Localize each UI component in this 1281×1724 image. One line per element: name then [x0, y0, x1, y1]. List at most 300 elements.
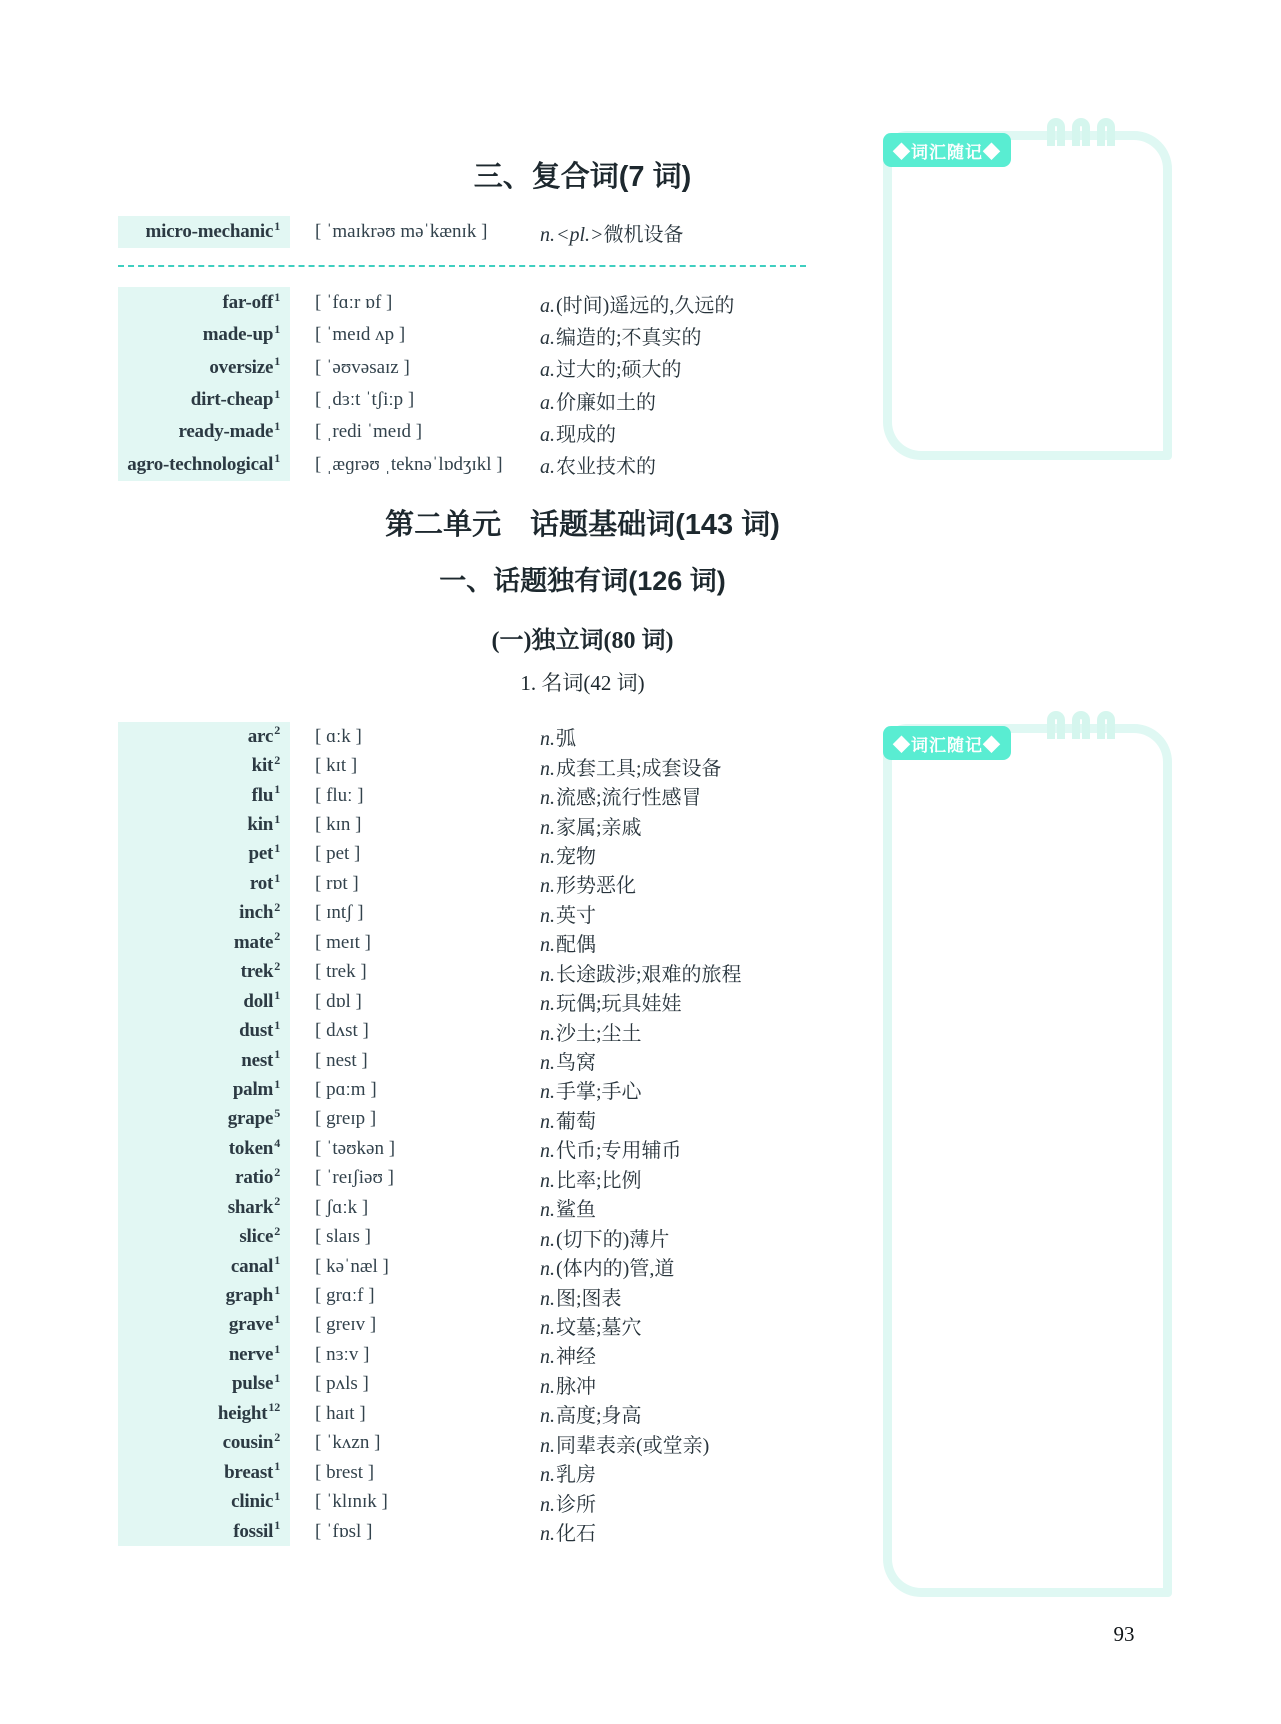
vocab-meaning: 弧 — [556, 728, 576, 751]
vocab-notes-badge: ◆词汇随记◆ — [883, 726, 1011, 760]
vocab-row — [118, 928, 818, 957]
vocab-meaning-cell — [540, 840, 596, 869]
vocab-row — [118, 751, 818, 780]
word-frequency-superscript: 2 — [274, 1223, 280, 1238]
vocab-meaning-cell — [540, 1075, 642, 1104]
vocab-phonetic: [ pʌls ] — [315, 1373, 369, 1395]
part-of-speech: n. — [540, 1169, 555, 1192]
vocab-row — [118, 384, 818, 416]
part-of-speech: n. — [540, 1022, 555, 1045]
part-of-speech: n. — [540, 875, 555, 898]
vocab-word-cell — [118, 1517, 290, 1546]
vocab-word: mate — [233, 931, 274, 953]
vocab-row — [118, 416, 818, 448]
vocab-word-cell — [118, 352, 290, 384]
vocab-row — [118, 1252, 818, 1281]
vocab-meaning-cell — [540, 869, 636, 898]
dashed-divider — [118, 265, 806, 267]
part-of-speech: a. — [540, 456, 555, 479]
vocab-meaning-cell — [540, 418, 616, 447]
vocab-meaning: 诊所 — [556, 1493, 596, 1516]
vocab-meaning: (体内的)管,道 — [556, 1258, 675, 1281]
vocab-word-cell — [118, 869, 290, 898]
vocab-meaning: 坟墓;墓穴 — [556, 1316, 642, 1339]
part-of-speech: n. — [540, 1464, 555, 1487]
vocab-meaning: 价廉如土的 — [556, 391, 656, 414]
part-of-speech: n. — [540, 816, 555, 839]
vocab-row — [118, 1193, 818, 1222]
vocab-word-cell — [118, 1046, 290, 1075]
vocab-meaning-cell — [540, 1223, 669, 1252]
vocab-word: micro-mechanic — [145, 221, 274, 242]
vocab-meaning: 形势恶化 — [556, 875, 636, 898]
vocab-word: ratio — [235, 1167, 274, 1189]
part-of-speech: n. — [540, 1405, 555, 1428]
vocab-word-cell — [118, 1311, 290, 1340]
part-of-speech: a. — [540, 359, 555, 382]
vocab-row — [118, 448, 818, 480]
vocab-meaning: 代币;专用辅币 — [556, 1140, 682, 1163]
vocab-word: rot — [249, 872, 274, 894]
vocab-phonetic: [ dɒl ] — [315, 990, 362, 1012]
vocab-word-cell — [118, 987, 290, 1016]
word-frequency-superscript: 1 — [274, 1047, 280, 1062]
part-of-speech: n. — [540, 934, 555, 957]
vocab-word-cell — [118, 1370, 290, 1399]
vocab-word: grape — [227, 1108, 274, 1130]
vocab-word: clinic — [231, 1491, 274, 1513]
vocab-meaning: 过大的;硕大的 — [556, 359, 682, 382]
vocab-row — [118, 1105, 818, 1134]
vocab-row — [118, 1164, 818, 1193]
vocab-meaning: 化石 — [556, 1523, 596, 1546]
vocab-meaning: 玩偶;玩具娃娃 — [556, 993, 682, 1016]
word-frequency-superscript: 1 — [274, 1488, 280, 1503]
vocab-phonetic: [ rɒt ] — [315, 872, 359, 894]
word-frequency-superscript: 1 — [274, 782, 280, 797]
vocab-meaning-cell — [540, 811, 642, 840]
part-of-speech: n. — [540, 1258, 555, 1281]
vocab-row — [118, 1370, 818, 1399]
part-of-speech: n. — [540, 1199, 555, 1222]
vocab-row — [118, 1311, 818, 1340]
vocab-word-cell — [118, 1429, 290, 1458]
vocab-word: breast — [224, 1461, 274, 1483]
vocab-meaning-cell — [540, 1458, 596, 1487]
list-title: 1. 名词(42 词) — [520, 671, 645, 695]
vocab-row — [118, 840, 818, 869]
compound-lead-table — [118, 216, 818, 248]
vocab-meaning: 手掌;手心 — [556, 1081, 642, 1104]
part-of-speech: n. — [540, 223, 555, 246]
vocab-meaning-cell — [540, 1134, 682, 1163]
part-of-speech: n. — [540, 845, 555, 868]
vocab-meaning-cell — [540, 353, 682, 382]
vocab-word: kit — [251, 755, 274, 777]
word-frequency-superscript: 1 — [274, 218, 280, 233]
word-frequency-superscript: 1 — [274, 1282, 280, 1297]
vocab-word: trek — [240, 961, 274, 983]
vocab-meaning-cell — [540, 1282, 622, 1311]
word-frequency-superscript: 1 — [274, 1076, 280, 1091]
part-of-speech: n. — [540, 1228, 555, 1251]
word-frequency-superscript: 1 — [274, 354, 280, 369]
vocab-row — [118, 1487, 818, 1516]
vocab-word-cell — [118, 1281, 290, 1310]
vocab-word: fossil — [233, 1520, 274, 1542]
plural-marker: <pl.> — [556, 223, 604, 246]
vocab-word-cell — [118, 1105, 290, 1134]
part-of-speech: n. — [540, 1140, 555, 1163]
word-frequency-superscript: 1 — [274, 419, 280, 433]
vocab-meaning: 宠物 — [556, 845, 596, 868]
vocab-row — [118, 1429, 818, 1458]
vocab-word-cell — [118, 448, 290, 480]
vocab-row — [118, 287, 818, 319]
vocab-word: inch — [239, 902, 274, 924]
vocab-row — [118, 958, 818, 987]
word-frequency-superscript: 1 — [274, 1312, 280, 1327]
vocab-meaning: 流感;流行性感冒 — [556, 787, 702, 810]
vocab-word-cell — [118, 810, 290, 839]
part-of-speech: n. — [540, 1110, 555, 1133]
vocab-word-cell — [118, 958, 290, 987]
vocab-meaning: 葡萄 — [556, 1110, 596, 1133]
vocab-row — [118, 1134, 818, 1163]
vocab-meaning: 鲨鱼 — [556, 1199, 596, 1222]
vocab-row — [118, 899, 818, 928]
spiral-ring-icon — [1072, 711, 1090, 739]
word-frequency-superscript: 2 — [274, 752, 280, 767]
vocab-word-cell — [118, 1399, 290, 1428]
word-frequency-superscript: 2 — [274, 900, 280, 915]
vocab-word-cell — [118, 1487, 290, 1516]
vocab-meaning: 长途跋涉;艰难的旅程 — [556, 963, 742, 986]
word-frequency-superscript: 2 — [274, 929, 280, 944]
vocab-notes-box — [883, 131, 1172, 460]
vocab-meaning-cell — [540, 1252, 674, 1281]
vocab-phonetic: [ ˈreɪʃiəʊ ] — [315, 1167, 394, 1189]
vocab-word: arc — [247, 725, 274, 747]
vocab-row — [118, 216, 818, 248]
vocab-meaning-cell — [540, 987, 682, 1016]
vocab-word-cell — [118, 416, 290, 448]
vocab-word: graph — [225, 1285, 274, 1307]
word-frequency-superscript: 1 — [274, 322, 280, 337]
vocab-notes-badge: ◆词汇随记◆ — [883, 133, 1011, 167]
vocab-word: far-off — [222, 292, 274, 314]
word-frequency-superscript: 2 — [274, 1194, 280, 1209]
vocab-phonetic: [ meɪt ] — [315, 931, 371, 953]
part-of-speech: a. — [540, 423, 555, 446]
vocab-phonetic: [ pɑːm ] — [315, 1078, 377, 1100]
vocab-row — [118, 1399, 818, 1428]
vocab-row — [118, 781, 818, 810]
vocab-word: token — [228, 1137, 274, 1159]
vocab-word: pet — [248, 843, 274, 865]
vocab-meaning-cell — [540, 781, 702, 810]
vocab-word: nerve — [228, 1343, 274, 1365]
spiral-ring-icon — [1097, 118, 1115, 146]
group-title: (一)独立词(80 词) — [491, 628, 674, 654]
word-frequency-superscript: 1 — [274, 1017, 280, 1032]
vocab-word: ready-made — [178, 421, 274, 443]
word-frequency-superscript: 12 — [268, 1400, 280, 1415]
compound-rows-table — [118, 287, 818, 481]
vocab-phonetic: [ greɪp ] — [315, 1108, 377, 1130]
vocab-meaning: 农业技术的 — [556, 456, 656, 479]
vocab-meaning: 鸟窝 — [556, 1052, 596, 1075]
vocab-phonetic: [ ˌredi ˈmeɪd ] — [315, 421, 423, 443]
vocab-row — [118, 987, 818, 1016]
spiral-ring-icon — [1047, 118, 1065, 146]
noun-rows-table — [118, 722, 818, 1546]
unit-title: 第二单元 话题基础词(143 词) — [385, 509, 780, 541]
vocab-phonetic: [ brest ] — [315, 1461, 375, 1483]
vocab-word: nest — [241, 1049, 274, 1071]
vocab-meaning: 微机设备 — [603, 223, 684, 246]
vocab-phonetic: [ ˈfɒsl ] — [315, 1520, 373, 1542]
word-frequency-superscript: 1 — [274, 1518, 280, 1533]
vocab-meaning: 神经 — [556, 1346, 596, 1369]
vocab-word-cell — [118, 722, 290, 751]
vocab-word: made-up — [202, 324, 274, 346]
part-of-speech: n. — [540, 1375, 555, 1398]
spiral-ring-icon — [1047, 711, 1065, 739]
spiral-ring-icon — [1097, 711, 1115, 739]
vocab-phonetic: [ nɜːv ] — [315, 1343, 370, 1365]
part-of-speech: n. — [540, 904, 555, 927]
vocab-row — [118, 1222, 818, 1251]
vocab-word: dirt-cheap — [190, 389, 274, 411]
vocab-row — [118, 1016, 818, 1045]
vocab-meaning: 图;图表 — [556, 1287, 622, 1310]
vocab-phonetic: [ kɪn ] — [315, 814, 362, 836]
vocab-meaning-cell — [540, 1399, 642, 1428]
vocab-word: pulse — [231, 1373, 274, 1395]
vocab-meaning: 配偶 — [556, 934, 596, 957]
vocab-word-cell — [118, 1222, 290, 1251]
vocab-word-cell — [118, 1252, 290, 1281]
vocab-phonetic: [ ˈmeɪd ʌp ] — [315, 324, 406, 346]
vocab-meaning: 乳房 — [556, 1464, 596, 1487]
vocab-word-cell — [118, 751, 290, 780]
vocab-word-cell — [118, 899, 290, 928]
vocab-phonetic: [ ˌæɡrəʊ ˌteknəˈlɒdʒɪkl ] — [315, 453, 503, 475]
vocab-meaning-cell — [540, 1517, 596, 1546]
vocab-phonetic: [ ˈtəʊkən ] — [315, 1137, 396, 1159]
vocab-phonetic: [ ˈkʌzn ] — [315, 1432, 381, 1454]
word-frequency-superscript: 1 — [274, 451, 280, 466]
vocab-word-cell — [118, 1164, 290, 1193]
part-of-speech: n. — [540, 787, 555, 810]
topic-title: 一、话题独有词(126 词) — [439, 566, 726, 596]
vocab-meaning: 同辈表亲(或堂亲) — [556, 1434, 710, 1457]
vocab-meaning-cell — [540, 752, 722, 781]
word-frequency-superscript: 2 — [274, 723, 280, 738]
vocab-meaning: 比率;比例 — [556, 1169, 642, 1192]
vocab-meaning-cell — [540, 386, 656, 415]
vocab-phonetic: [ ɑːk ] — [315, 725, 362, 747]
vocab-phonetic: [ slaɪs ] — [315, 1226, 371, 1248]
vocab-word: height — [217, 1402, 268, 1424]
vocab-word-cell — [118, 1340, 290, 1369]
vocab-row — [118, 810, 818, 839]
vocab-row — [118, 1281, 818, 1310]
vocab-row — [118, 319, 818, 351]
vocab-meaning-cell — [540, 1193, 596, 1222]
vocab-word: shark — [227, 1196, 274, 1218]
vocab-meaning-cell — [540, 450, 656, 479]
vocab-word: flu — [251, 784, 274, 806]
vocab-meaning: 现成的 — [556, 423, 616, 446]
word-frequency-superscript: 1 — [274, 811, 280, 826]
word-frequency-superscript: 4 — [274, 1135, 280, 1150]
vocab-phonetic: [ nest ] — [315, 1049, 368, 1071]
vocab-meaning-cell — [540, 1017, 642, 1046]
vocab-meaning: (时间)遥远的,久远的 — [556, 294, 735, 317]
part-of-speech: n. — [540, 1434, 555, 1457]
part-of-speech: n. — [540, 993, 555, 1016]
vocab-phonetic: [ pet ] — [315, 843, 361, 865]
word-frequency-superscript: 1 — [274, 386, 280, 401]
vocab-word: canal — [230, 1255, 274, 1277]
vocab-meaning-cell — [540, 928, 596, 957]
part-of-speech: n. — [540, 728, 555, 751]
vocab-meaning-cell — [540, 1488, 596, 1517]
vocab-word: agro-technological — [127, 453, 274, 475]
vocab-phonetic: [ kɪt ] — [315, 755, 358, 777]
vocab-phonetic: [ kəˈnæl ] — [315, 1255, 389, 1277]
word-frequency-superscript: 1 — [274, 1459, 280, 1474]
vocab-word-cell — [118, 781, 290, 810]
vocab-meaning: 脉冲 — [556, 1375, 596, 1398]
vocab-row — [118, 1517, 818, 1546]
vocab-word-cell — [118, 216, 290, 248]
word-frequency-superscript: 1 — [274, 1253, 280, 1268]
vocab-meaning: 家属;亲戚 — [556, 816, 642, 839]
vocab-phonetic: [ ˌdɜːt ˈtʃiːp ] — [315, 389, 415, 411]
vocab-phonetic: [ ˈklɪnɪk ] — [315, 1491, 388, 1513]
vocab-word: dust — [239, 1020, 274, 1042]
vocab-meaning: 成套工具;成套设备 — [556, 757, 722, 780]
vocab-meaning: 英寸 — [556, 904, 596, 927]
part-of-speech: n. — [540, 963, 555, 986]
vocab-meaning-cell — [540, 1340, 596, 1369]
word-frequency-superscript: 1 — [274, 870, 280, 885]
vocab-meaning-cell — [540, 218, 684, 247]
vocab-phonetic: [ ɪntʃ ] — [315, 902, 364, 924]
part-of-speech: n. — [540, 1316, 555, 1339]
word-frequency-superscript: 2 — [274, 958, 280, 973]
vocab-phonetic: [ ˈmaɪkrəʊ məˈkænɪk ] — [315, 221, 488, 242]
vocab-word-cell — [118, 1193, 290, 1222]
vocab-meaning: 编造的;不真实的 — [556, 326, 702, 349]
vocab-meaning-cell — [540, 321, 702, 350]
vocab-phonetic: [ ˈəʊvəsaɪz ] — [315, 356, 410, 378]
vocab-meaning-cell — [540, 1370, 596, 1399]
vocab-row — [118, 722, 818, 751]
vocab-row — [118, 1075, 818, 1104]
vocab-word-cell — [118, 840, 290, 869]
vocab-meaning: 沙土;尘土 — [556, 1022, 642, 1045]
spiral-ring-icon — [1072, 118, 1090, 146]
part-of-speech: a. — [540, 294, 555, 317]
vocab-word-cell — [118, 319, 290, 351]
vocab-meaning-cell — [540, 899, 596, 928]
vocab-meaning: (切下的)薄片 — [556, 1228, 670, 1251]
word-frequency-superscript: 1 — [274, 841, 280, 856]
vocab-row — [118, 1458, 818, 1487]
vocab-notes-box — [883, 724, 1172, 1597]
vocab-word-cell — [118, 1458, 290, 1487]
vocab-phonetic: [ trek ] — [315, 961, 367, 983]
word-frequency-superscript: 1 — [274, 1341, 280, 1356]
word-frequency-superscript: 2 — [274, 1429, 280, 1444]
vocab-word-cell — [118, 1075, 290, 1104]
vocab-phonetic: [ greɪv ] — [315, 1314, 377, 1336]
compound-section-title: 三、复合词(7 词) — [473, 161, 692, 193]
vocab-meaning-cell — [540, 1105, 596, 1134]
vocab-word: palm — [232, 1078, 274, 1100]
vocab-word-cell — [118, 1134, 290, 1163]
vocab-word: grave — [228, 1314, 274, 1336]
vocab-row — [118, 1046, 818, 1075]
vocab-word-cell — [118, 287, 290, 319]
vocab-phonetic: [ fluː ] — [315, 784, 364, 806]
vocab-word: doll — [243, 990, 274, 1012]
vocab-word-cell — [118, 928, 290, 957]
vocab-meaning-cell — [540, 958, 742, 987]
word-frequency-superscript: 2 — [274, 1164, 280, 1179]
word-frequency-superscript: 1 — [274, 988, 280, 1003]
part-of-speech: a. — [540, 391, 555, 414]
vocab-meaning-cell — [540, 1311, 642, 1340]
vocab-phonetic: [ dʌst ] — [315, 1020, 369, 1042]
word-frequency-superscript: 5 — [274, 1106, 280, 1121]
part-of-speech: n. — [540, 1523, 555, 1546]
word-frequency-superscript: 1 — [274, 289, 280, 304]
word-frequency-superscript: 1 — [274, 1371, 280, 1386]
vocab-meaning-cell — [540, 1429, 709, 1458]
part-of-speech: a. — [540, 326, 555, 349]
vocab-word-cell — [118, 384, 290, 416]
vocab-meaning-cell — [540, 289, 734, 318]
part-of-speech: n. — [540, 1081, 555, 1104]
vocab-meaning-cell — [540, 722, 576, 751]
part-of-speech: n. — [540, 1052, 555, 1075]
vocab-meaning-cell — [540, 1046, 596, 1075]
vocab-word: kin — [247, 814, 274, 836]
vocab-row — [118, 1340, 818, 1369]
part-of-speech: n. — [540, 1287, 555, 1310]
vocab-phonetic: [ ˈfɑːr ɒf ] — [315, 292, 393, 314]
vocab-meaning: 高度;身高 — [556, 1405, 642, 1428]
vocab-row — [118, 352, 818, 384]
page-number: 93 — [1113, 1622, 1135, 1646]
vocab-word: oversize — [209, 356, 274, 378]
vocab-phonetic: [ grɑːf ] — [315, 1285, 375, 1307]
vocab-row — [118, 869, 818, 898]
vocab-phonetic: [ haɪt ] — [315, 1402, 366, 1424]
part-of-speech: n. — [540, 1493, 555, 1516]
vocab-word-cell — [118, 1016, 290, 1045]
vocab-phonetic: [ ʃɑːk ] — [315, 1196, 369, 1218]
vocab-meaning-cell — [540, 1164, 642, 1193]
part-of-speech: n. — [540, 757, 555, 780]
vocab-word: cousin — [222, 1432, 274, 1454]
part-of-speech: n. — [540, 1346, 555, 1369]
